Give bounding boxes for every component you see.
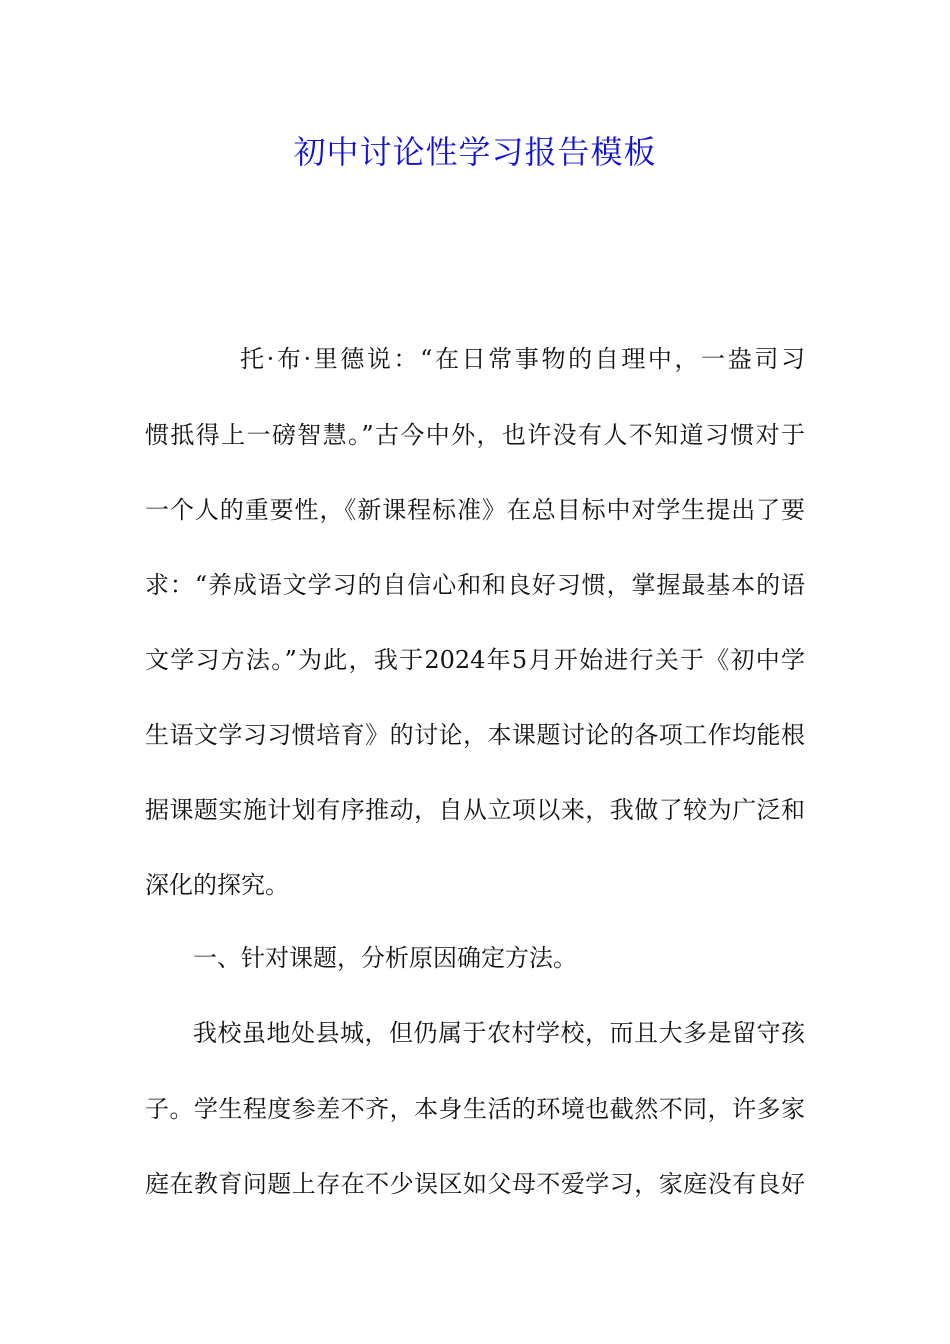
document-title: 初中讨论性学习报告模板 [293,133,657,171]
paragraph-line: 子。学生程度参差不齐，本身生活的环境也截然不同，许多家 [145,1095,805,1123]
paragraph-line: 深化的探究。 [145,871,289,899]
paragraph-line: 托·布·里德说：“在日常事物的自理中，一盎司习 [240,345,805,373]
paragraph-line: 据课题实施计划有序推动，自从立项以来，我做了较为广泛和 [145,796,805,824]
paragraph-line: 庭在教育问题上存在不少误区如父母不爱学习，家庭没有良好 [145,1170,805,1198]
paragraph-line: 求：“养成语文学习的自信心和和良好习惯，掌握最基本的语 [145,571,805,599]
section-heading: 一、针对课题，分析原因确定方法。 [193,944,577,972]
paragraph-line: 惯抵得上一磅智慧。”古今中外，也许没有人不知道习惯对于 [145,421,805,449]
paragraph-line: 我校虽地处县城，但仍属于农村学校，而且大多是留守孩 [193,1019,805,1047]
paragraph-line: 生语文学习习惯培育》的讨论，本课题讨论的各项工作均能根 [145,721,805,749]
paragraph-line: 文学习方法。”为此，我于2024年5月开始进行关于《初中学 [145,646,805,674]
paragraph-line: 一个人的重要性，《新课程标准》在总目标中对学生提出了要 [145,496,805,524]
